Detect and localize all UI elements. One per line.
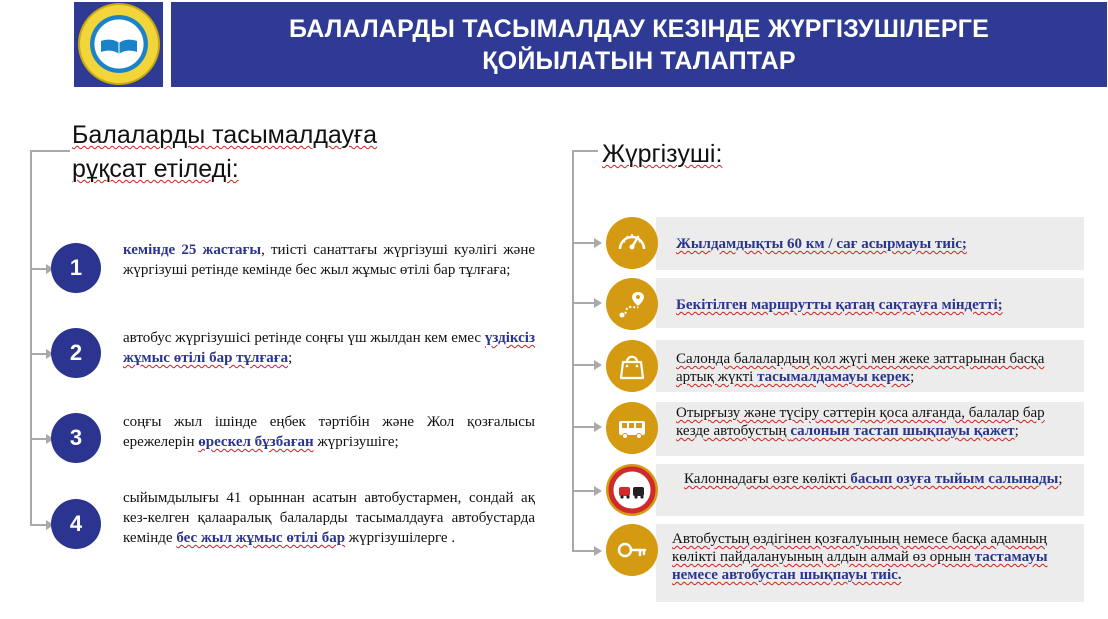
right-tick-1	[572, 242, 596, 244]
left-item-2-text-pre: автобус жүргізушісі ретінде соңғы үш жылдан кем емес	[123, 330, 485, 346]
requirement-text-3	[676, 350, 1076, 386]
right-heading: Жүргізуші:	[602, 140, 723, 168]
requirement-3-highlight: тасымалдамауы керек	[757, 369, 911, 385]
left-item-4-text: жүргізушілерге .	[345, 530, 456, 546]
left-item-3-highlight: өрескел бұзбаған	[198, 434, 314, 450]
key-icon	[606, 524, 658, 576]
number-badge-3: 3	[51, 413, 101, 463]
header-banner	[171, 2, 1107, 87]
shopping-bag-icon	[606, 340, 658, 392]
left-heading-line1: Балаларды тасымалдауға	[72, 121, 378, 149]
page-title: БАЛАЛАРДЫ ТАСЫМАЛДАУ КЕЗІНДЕ ЖҮРГІЗУШІЛЕРГЕ ҚОЙЫЛАТЫН ТАЛАПТАР	[289, 14, 989, 75]
requirement-4-pre: Отырғызу және түсіру сәттерін қоса алғанда, балалар бар кезде автобустың	[676, 405, 1045, 439]
requirement-text-1	[676, 235, 1076, 253]
bus-icon	[606, 402, 658, 454]
open-book-icon	[100, 38, 138, 56]
right-arrow-2	[594, 298, 602, 308]
number-badge-1: 1	[51, 243, 101, 293]
speedometer-icon	[606, 217, 658, 269]
left-item-2	[123, 328, 535, 368]
left-item-3-text: жүргізушіге;	[313, 434, 399, 450]
left-item-4-highlight: бес жыл жұмыс өтілі бар	[176, 530, 346, 546]
right-tick-3	[572, 364, 596, 366]
left-item-3	[123, 412, 535, 452]
requirement-6-pre: Автобустың өздігінен қозғалуының немесе басқа адамның көлікті пайдалануының алдын алмай өз орнын	[672, 531, 1048, 565]
requirement-text-4	[676, 404, 1076, 440]
right-arrow-4	[594, 422, 602, 432]
requirement-3-rest: ;	[910, 369, 915, 385]
requirement-6-highlight: тастамауы немесе автобустан шықпауы тиіс.	[672, 549, 1048, 583]
requirement-4-rest: ;	[1014, 423, 1019, 439]
requirement-2-highlight: Бекітілген маршрутты қатаң сақтауға міндетті;	[676, 297, 1003, 313]
requirement-text-5	[684, 470, 1076, 488]
left-bracket-top	[30, 150, 70, 152]
right-arrow-1	[594, 238, 602, 248]
left-item-2-text: ;	[288, 350, 293, 366]
right-tick-5	[572, 490, 596, 492]
left-bracket-line	[30, 150, 32, 526]
ministry-logo	[78, 3, 160, 85]
right-bracket-top	[572, 150, 598, 152]
requirement-5-highlight: басып озуға тыйым салынады	[850, 471, 1059, 487]
requirement-3-pre: Салонда балалардың қол жүгі мен жеке заттарынан басқа артық жүкті	[676, 351, 1045, 385]
requirement-4-highlight: салонын тастап шықпауы қажет	[790, 423, 1015, 439]
left-item-2-highlight: үздіксіз жұмыс өтілі бар тұлғаға	[123, 330, 535, 366]
left-heading	[72, 118, 402, 186]
left-item-1-text: , тиісті санаттағы жүргізуші куәлігі және жүргізуші ретінде кемінде бес жыл жұмыс өтілі бар тұлғаға;	[123, 242, 536, 278]
left-item-1-highlight: кемінде 25 жастағы	[123, 242, 262, 258]
left-item-4-text-pre: сыйымдылығы 41 орыннан асатын автобустармен, сондай ақ кез-келген қалааралық балаларды тасымалдауға автобустарда кемінде	[123, 490, 535, 546]
left-item-3-text-pre: соңғы жыл ішінде еңбек тәртібін және Жол қозғалысы ережелерін	[123, 414, 535, 450]
requirement-text-6	[672, 530, 1078, 584]
requirement-5-pre: Калоннадағы өзге көлікті	[684, 471, 851, 487]
left-item-1	[123, 240, 535, 280]
requirement-1-highlight: Жылдамдықты 60 км / сағ асырмауы тиіс;	[676, 236, 967, 252]
right-arrow-5	[594, 486, 602, 496]
right-tick-4	[572, 426, 596, 428]
requirement-5-rest: ;	[1058, 471, 1063, 487]
right-arrow-6	[594, 546, 602, 556]
right-tick-6	[572, 550, 596, 552]
no-overtaking-icon	[606, 464, 658, 516]
number-badge-2: 2	[51, 328, 101, 378]
route-icon	[606, 278, 658, 330]
left-heading-line2: рұқсат етіледі:	[72, 155, 239, 183]
requirement-text-2	[676, 296, 1076, 314]
right-tick-2	[572, 302, 596, 304]
number-badge-4: 4	[51, 499, 101, 549]
right-arrow-3	[594, 360, 602, 370]
left-item-4	[123, 488, 535, 548]
